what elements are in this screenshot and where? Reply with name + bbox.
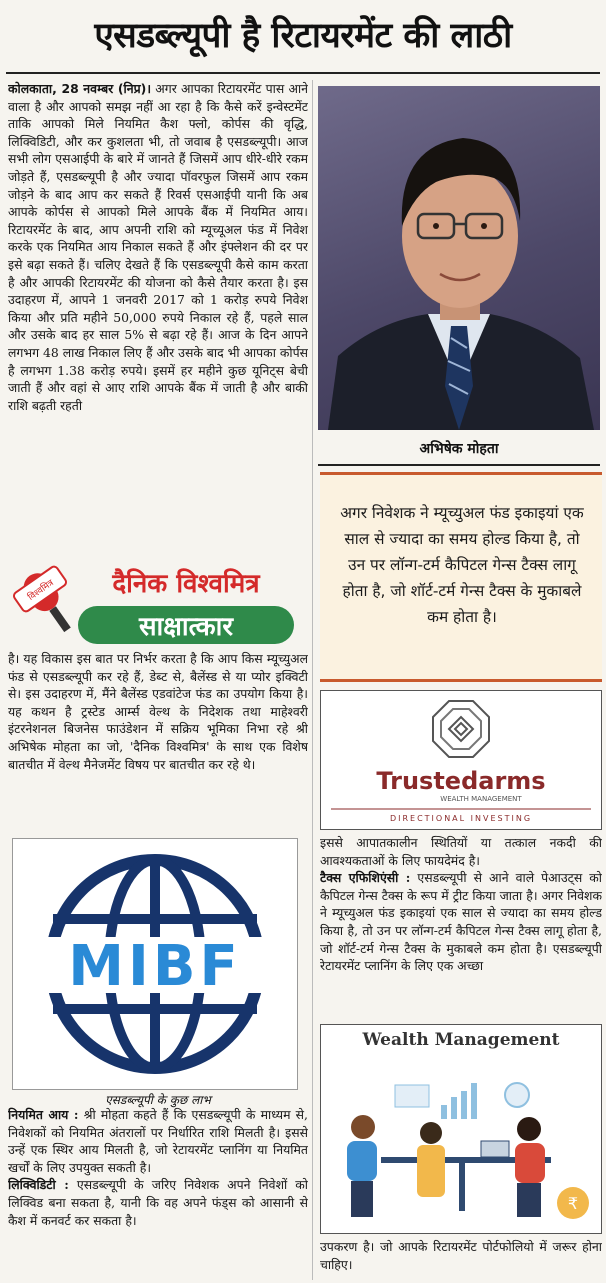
tax-paragraph — [320, 869, 602, 975]
svg-text:₹: ₹ — [567, 1194, 579, 1213]
benefit-text: श्री मोहता कहते हैं कि एसडब्ल्यूपी के माध्यम से, निवेशकों को नियमित अंतरालों पर निर्धारित राशि मिलती है। इससे उन्हें एक स्थिर आय मिलती है, जो रेटायरमेंट प्लानिंग या नियमित खर्चों के लिए उपयुक्त सकती है। — [8, 1107, 308, 1175]
person-illustration — [318, 86, 600, 430]
lead-text: अगर आपका रिटायरमेंट पास आने वाला है और आपको समझ नहीं आ रहा है कि कैसे करें इन्वेस्टमेंट ताकि आपको मिले नियमित कैश फ्लो, कोर्पस की वृद्धि, लिक्विडिटी, और कर कुशलता भी, तो जवाब है एसडब्ल्यूपी। आज सभी लोग एसआईपी के बारे में जानते हैं जिसमें आप धीरे-धीरे रकम जोड़ते हैं, एसडब्ल्यूपी है और ज्यादा पॉवरफुल जिसमें आप रकम जोड़ने के बाद आप कर सकते हैं रिवर्स एसआईपी यानी कि अब आपके कोर्पस से आपको मिले आपके बैंक में नियमित आय। रिटायरमेंट के बाद, आप अपनी राशि को म्यूच्यूअल फंड में निवेश करके एक नियमित आय निकाल सकते हैं और इंफ्लेशन की दर पर इसे बढ़ा सकते हैं। चलिए देखते हैं कि एसडब्ल्यूपी कैसे काम करता है और आपकी रिटायरमेंट की योजना को कैसे तैयार करता है। इस उदाहरण में, आपने 1 जनवरी 2017 को 1 करोड़ रुपये निवेश किया और प्रति महीने 50,000 रुपये निकाल रहे हैं, पहले साल और उसके बाद हर साल 5% से बढ़ा रहे हैं। आज के दिन आपने लगभग 48 लाख निकाल लिए हैं और उसके बाद भी आपका कोर्पस है लगभग 1.38 करोड़ रुपये। इसमें हर महीने कुछ यूनिट्स बेची जाती हैं और वहां से आए राशि आपके बैंक में जाती है और बाकी राशि बढ़ती रहती — [8, 81, 308, 413]
benefit-text: एसडब्ल्यूपी के जरिए निवेशक अपने निवेशों को लिक्विड बना सकता है, यानी कि वह अपने फंड्स को आसानी से कैश में कनवर्ट कर सकता है। — [8, 1177, 308, 1228]
wealth-illustration-graphic — [321, 1025, 601, 1233]
closing-paragraph: उपकरण है। जो आपके रिटायरमेंट पोर्टफोलियो में जरूर होना चाहिए। — [320, 1239, 602, 1272]
headline: एसडब्ल्यूपी है रिटायरमेंट की लाठी — [94, 16, 512, 56]
photo-caption: अभिषेक मोहता — [318, 432, 600, 466]
pull-quote: अगर निवेशक ने म्यूच्युअल फंड इकाइयां एक साल से ज्यादा का समय होल्ड किया है, तो उन पर लॉन्ग-टर्म कैपिटल गेन्स टैक्स लागू होता है, जो शॉर्ट-टर्म गेन्स टैक्स के मुकाबले कम होता है। — [340, 504, 584, 626]
trustedarms-emblem — [433, 701, 489, 757]
portrait-photo — [318, 86, 600, 430]
interview-banner — [8, 556, 308, 648]
mibf-text: MIBF — [68, 934, 242, 999]
benefits-section — [8, 1106, 308, 1278]
benefit-title: नियमित आय : — [8, 1107, 79, 1122]
trustedarms-name: Trustedarms — [376, 767, 546, 795]
headline-rule — [6, 72, 600, 74]
trustedarms-ad — [320, 690, 602, 830]
banner-badge: विश्वमित्र — [26, 578, 56, 604]
benefit-title: लिक्विडिटी : — [8, 1177, 69, 1193]
benefit-item — [8, 1106, 308, 1176]
continuation-paragraph: इससे आपातकालीन स्थितियों या तत्काल नकदी की आवश्यकताओं के लिए फायदेमंद है। — [320, 835, 602, 868]
banner-graphic — [8, 556, 308, 648]
mibf-logo-box — [12, 838, 298, 1090]
column-divider — [312, 80, 313, 1280]
banner-title: दैनिक विश्वमित्र — [112, 569, 260, 599]
trustedarms-tagline: DIRECTIONAL INVESTING — [389, 814, 533, 823]
benefits-caption: एसडब्ल्यूपी के कुछ लाभ — [105, 1093, 211, 1107]
lead-paragraph — [8, 80, 308, 550]
trustedarms-logo — [321, 691, 601, 829]
mibf-globe-logo — [13, 839, 297, 1089]
trustedarms-sub: WEALTH MANAGEMENT — [440, 795, 522, 803]
dateline: कोलकाता, 28 नवम्बर (निप्र)। — [8, 81, 152, 96]
benefit-item — [8, 1176, 308, 1229]
wealth-management-illustration — [320, 1024, 602, 1234]
right-column-text — [320, 834, 602, 1018]
banner-subtitle: साक्षात्कार — [138, 612, 234, 642]
tax-text: एसडब्ल्यूपी से आने वाले पेआउट्स को कैपिटल गेन्स टैक्स के रूप में ट्रीट किया जाता है। अगर निवेशक ने म्यूच्युअल फंड इकाइयां एक साल से ज्यादा का समय होल्ड किया है, तो उन पर लॉन्ग-टर्म कैपिटल गेन्स टैक्स लागू होता है, जो शॉर्ट-टर्म गेन्स टैक्स के मुकाबले कम होता है। एसडब्ल्यूपी रेटायरमेंट प्लानिंग के लिए एक अच्छा — [320, 870, 602, 974]
tax-title: टैक्स एफिशिएंसी : — [320, 870, 411, 886]
interview-paragraph: है। यह विकास इस बात पर निर्भर करता है कि आप किस म्यूच्युअल फंड से एसडब्ल्यूपी कर रहे हैं, डेब्ट से, बैलेंस्ड से या प्योर इक्विटी से। इस उदाहरण में, मैंने बैलेंस्ड एडवांटेज फंड का उपयोग किया है। यह कथन है ट्रस्टेड आर्म्स वेल्थ के निदेशक तथा माहेश्वरी इंटरनेशनल बिजनेस फाउंडेशन में सक्रिय भूमिका निभा रहे श्री अभिषेक मोहता का जो, 'दैनिक विश्वमित्र' के साथ एक विशेष बातचीत में वेल्थ मैनेजमेंट विषय पर बातचीत कर रहे थे। — [8, 651, 308, 772]
wealth-title: Wealth Management — [362, 1030, 560, 1050]
